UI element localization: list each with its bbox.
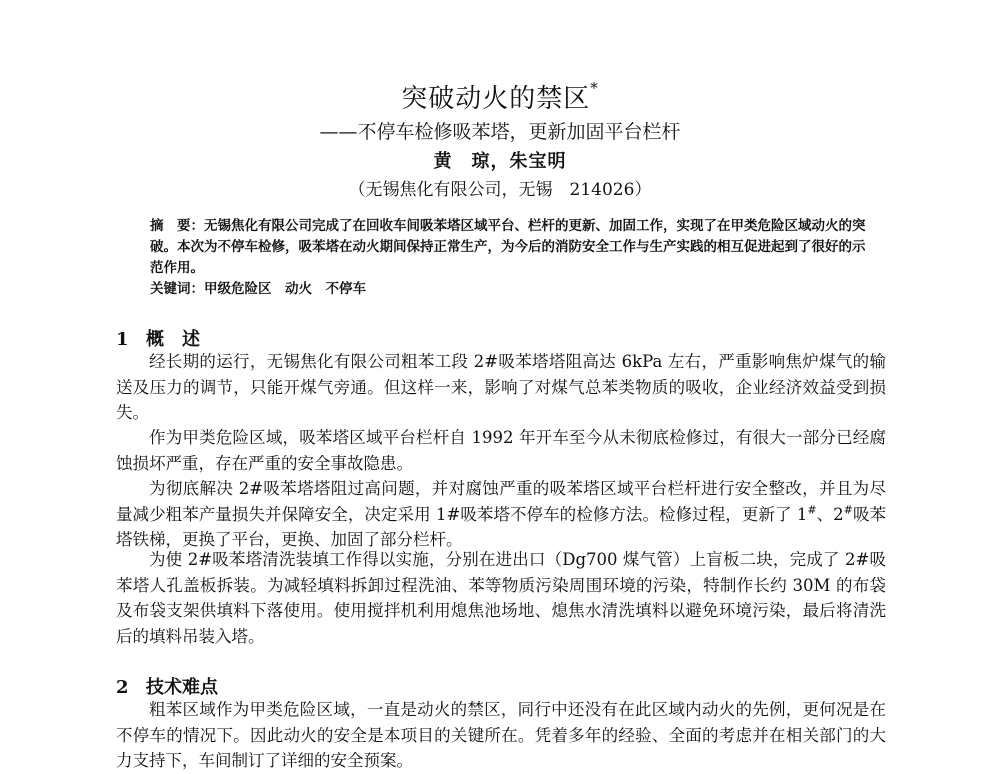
section-1-paragraph-3 [116, 476, 886, 553]
abstract-text: 无锡焦化有限公司完成了在回收车间吸苯塔区域平台、栏杆的更新、加固工作，实现了在甲类危险区域动火的突破。本次为不停车检修，吸苯塔在动火期间保持正常生产，为今后的消防安全工作与生产实践的相互促进起到了很好的示范作用。 [150, 218, 866, 276]
p3-main: 为彻底解决 2#吸苯塔塔阻过高问题，并对腐蚀严重的吸苯塔区域平台栏杆进行安全整改，并且为尽量减少粗苯产量损失并保障安全，决定采用 1#吸苯塔不停车的检修方法。检修过程，更新了 1 [116, 479, 886, 524]
section-1-paragraph-2: 作为甲类危险区域，吸苯塔区域平台栏杆自 1992 年开车至今从未彻底检修过，有很大一部分已经腐蚀损坏严重，存在严重的安全事故隐患。 [116, 428, 886, 473]
p3-mark-1: # [807, 503, 817, 516]
keywords [150, 279, 870, 300]
keywords-text: 甲级危险区 动火 不停车 [204, 281, 366, 297]
p3-mid: 、2 [816, 504, 844, 524]
paper-authors: 黄 琼，朱宝明 [433, 151, 567, 172]
paper-subtitle: ——不停车检修吸苯塔，更新加固平台栏杆 [319, 121, 681, 143]
section-1-paragraph-1: 经长期的运行，无锡焦化有限公司粗苯工段 2#吸苯塔塔阻高达 6kPa 左右，严重影响焦炉煤气的输送及压力的调节，只能开煤气旁通。但这样一来，影响了对煤气总苯类物质的吸收，企业经济效益受到损失。 [116, 352, 886, 422]
title-text: 突破动火的禁区 [401, 84, 591, 114]
section-2-number: 2 [116, 677, 129, 698]
section-2-title: 技术难点 [146, 677, 218, 698]
section-2-heading [116, 673, 218, 699]
title-footnote-mark: * [590, 79, 599, 98]
paper-title [0, 78, 1000, 115]
section-1-heading [116, 325, 200, 351]
p3-mark-2: # [843, 503, 853, 516]
paper-affiliation: （无锡焦化有限公司，无锡 214026） [348, 180, 652, 200]
section-1-title: 概 述 [146, 329, 200, 350]
section-1-paragraph-4: 为使 2#吸苯塔清洗装填工作得以实施，分别在进出口（Dg700 煤气管）上盲板二块，完成了 2#吸苯塔人孔盖板拆装。为减轻填料拆卸过程洗油、苯等物质污染周围环境的污染，特制作长约 30M 的布袋及布袋支架供填料下落使用。使用搅拌机利用熄焦池场地、熄焦水清洗填料以避免环境污染，最后将清洗后的填料吊装入塔。 [116, 550, 886, 646]
section-2-paragraph-1: 粗苯区域作为甲类危险区域，一直是动火的禁区，同行中还没有在此区域内动火的先例，更何况是在不停车的情况下。因此动火的安全是本项目的关键所在。凭着多年的经验、全面的考虑并在相关部门的大力支持下，车间制订了详细的安全预案。 [116, 700, 886, 770]
p3-tail: 吸苯塔铁梯，更换了平台，更换、加固了部分栏杆。 [116, 504, 887, 549]
keywords-label: 关键词： [150, 281, 204, 297]
abstract-label: 摘 要： [150, 218, 204, 234]
abstract [150, 216, 870, 279]
section-1-number: 1 [116, 329, 129, 350]
